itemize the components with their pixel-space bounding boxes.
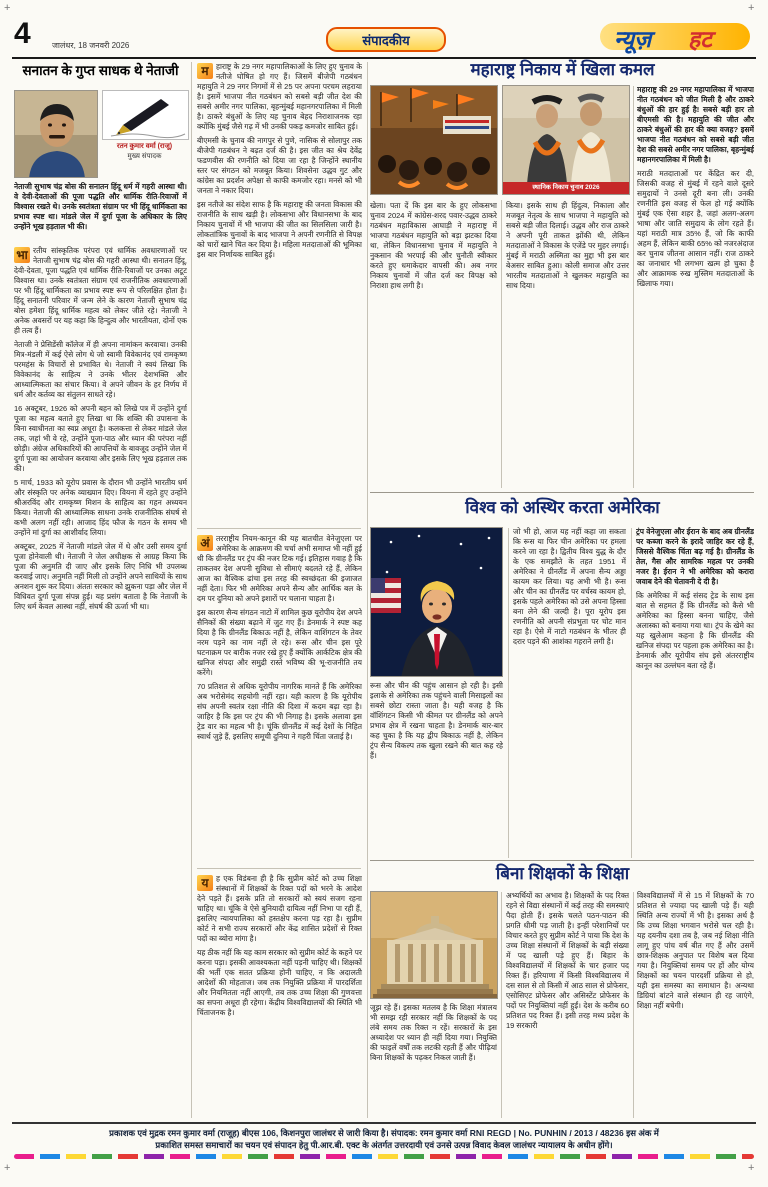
imprint-line-2: प्रकाशित समस्त समाचारों का चयन एवं संपादन हेतु पी.आर.बी. एक्ट के अंतर्गत उत्तरदायी एवं उनसे उत्पन्न विवाद केवल जालंधर न्यायालय के अधीन होंगे। <box>155 1140 613 1150</box>
fountain-pen-icon <box>102 90 189 140</box>
article-paragraph: बीएमसी के चुनाव की नागपुर से पुणे, नासिक से सोलापुर तक बीजेपी गठबंधन ने बढ़त दर्ज की है। इस जीत का श्रेय देवेंद्र फडणवीस की रणनीति को दिया जा रहा है जिन्होंने स्थानीय स्तर पर संगठन को मजबूत किया। शिवसेना उद्धव गुट और कांग्रेस का प्रदर्शन अपेक्षा से काफी कमजोर रहा। मनसे को भी जनता ने नकार दिया। <box>197 136 362 195</box>
article-paragraph: कि अमेरिका में कई संसद ट्रेड के साथ इस बात से सहमत हैं कि ग्रीनलैंड को कैसे भी अमेरिका का हिस्सा बनना चाहिए, जैसे अलास्का को बनाया गया था। ट्रंप के खेमे का यह खुलेआम कहना है कि ग्रीनलैंड की खनिज संपदा पर पहला हक अमेरिका का है। डेनमार्क और यूरोपीय संघ इसे अंतरराष्ट्रीय कानून का उल्लंघन बता रहे हैं। <box>636 591 754 670</box>
article-col-shiksha-1: जूझ रहे हैं। इसका मतलब है कि शिक्षा मंत्रालय भी समझ रही सरकार नहीं कि शिक्षकों के पद लंबे समय तक रिक्त न रहें। सरकारों के इस अध्यादेश पर ध्यान ही नहीं दिया गया। नियुक्ति की फाइलें वर्षों तक लटकी रहती हैं और पीढ़ियां बिना शिक्षकों के पढ़कर निकल जाती हैं। <box>370 1003 497 1062</box>
page-number: 4 <box>14 17 31 50</box>
column-divider <box>191 62 192 1118</box>
trump-photo <box>370 527 503 677</box>
drop-cap: अं <box>197 535 213 551</box>
article-col-america-3 <box>636 527 754 858</box>
article-paragraph: इस कारण सैन्य संगठन नाटो में शामिल कुछ यूरोपीय देश अपने सैनिकों की संख्या बढ़ाने में जुट गए हैं। डेनमार्क ने स्पष्ट कह दिया है कि ग्रीनलैंड बिकाऊ नहीं है, लेकिन वाशिंगटन के तेवर नरम पड़ने का नाम नहीं ले रहे। रूस और चीन इस पूरे घटनाक्रम पर बारीक नजर रखे हुए हैं क्योंकि आर्कटिक क्षेत्र की खनिज संपदा और समुद्री रास्ते भविष्य की भू-राजनीति तय करेंगे। <box>197 608 362 677</box>
registration-mark: + <box>748 1162 755 1174</box>
article-col-america-1: रूस और चीन की पहुंच आसान हो रही है। इसी इलाके से अमेरिका तक पहुंचने वाली मिसाइलों का सबसे छोटा रास्ता जाता है। यही वजह है कि वॉशिंगटन किसी भी कीमत पर ग्रीनलैंड को अपने प्रभाव क्षेत्र में रखना चाहता है। डेनमार्क बार-बार कह चुका है कि यह द्वीप बिकाऊ नहीं है, लेकिन ट्रंप सैन्य विकल्प तक खुला रखने की बात कह रहे हैं। <box>370 681 503 760</box>
article-col-shiksha-2: अभ्यर्थियों का अभाव है। शिक्षकों के पद रिक्त रहने से विद्या संस्थानों में कई तरह की समस्याएं पैदा होती हैं। इसके चलते पठन-पाठन की प्रगति धीमी पड़ जाती है। इन्हीं परेशानियों पर विचार करते हुए सुप्रीम कोर्ट ने पाया कि देश के उच्च शिक्षा संस्थानों में शिक्षकों के बड़ी संख्या में पद खाली पड़े हुए हैं। बिहार के विश्वविद्यालयों में शिक्षकों के चार हजार पद रिक्त हैं। हरियाणा में किसी विश्वविद्यालय में दस साल से तो किसी में आठ साल से प्रोफेसर, एसोसिएट प्रोफेसर और असिस्टेंट प्रोफेसर के पदों पर नियुक्तियां नहीं हुईं। देश के करीब 60 प्रतिशत पद रिक्त हैं। इसी तरह मध्य प्रदेश के 19 सरकारी <box>506 891 629 1030</box>
article-col-america-2: जो भी हो, आज यह नहीं कहा जा सकता कि रूस या फिर चीन अमेरिका पर हमला करने जा रहा है। द्वितीय विश्व युद्ध के दौर के एक समझौते के तहत 1951 में अमेरिका ने ग्रीनलैंड में अपना सैन्य अड्डा कायम कर लिया। यह अभी भी है। रूस और चीन का ग्रीनलैंड पर वर्चस्व कायम हो, इसके पहले अमेरिका को उसे अपना हिस्सा बना लेने की जल्दी है। पूरा यूरोप इस रणनीति को अपनी संप्रभुता पर चोट मान रहा है। ऐसे में नाटो गठबंधन के भीतर ही दरार पड़ने की आशंका गहराने लगी है। <box>513 527 626 646</box>
column-divider <box>508 528 509 858</box>
article-body-netaji <box>14 246 187 1118</box>
article-paragraph: य ह एक विडंबना ही है कि सुप्रीम कोर्ट को उच्च शिक्षा संस्थानों में शिक्षकों के रिक्त पदों को भरने के आदेश देने पड़ते हैं। इसके प्रति तो सरकारों को स्वयं सजग रहना चाहिए था। चूंकि वे ऐसे बुनियादी दायित्व नहीं निभा पा रही हैं, इसलिए न्यायपालिका को हस्तक्षेप करना पड़ रहा है। सुप्रीम कोर्ट ने सभी राज्य सरकारों और केंद्र शासित प्रदेशों से रिक्त पदों का ब्योरा मांगा है। <box>197 874 362 943</box>
article-lead: नेताजी सुभाष चंद्र बोस की सनातन हिंदू धर्म में गहरी आस्था थी। वे देवी-देवताओं की पूजा पद्धति और धार्मिक रीति-रिवाजों में विश्वास रखते थे। उनके स्वतंत्रता संग्राम पर भी हिंदू धार्मिकता का प्रभाव स्पष्ट था। मांडले जेल में दुर्गा पूजा के अधिकार के लिए उन्होंने भूख हड़ताल भी की। <box>14 182 187 231</box>
imprint-line-1: प्रकाशक एवं मुद्रक रमन कुमार वर्मा (राजूह) बीएस 106, किशनपुरा जालंधर से जारी किया है। संपादक: रमन कुमार वर्मा RNI REGD | No. PUNHIN / 2013 / 48236 इस अंक में <box>109 1128 659 1138</box>
article-paragraph: अक्टूबर, 2025 में नेताजी मांडले जेल में थे और उसी समय दुर्गा पूजा होनेवाली थी। नेताजी ने जेल अधीक्षक से आग्रह किया कि पूजा की अनुमति दी जाए और इसके लिए निधि भी उपलब्ध करवाई जाए। अनुमति नहीं मिली तो उन्होंने अपने साथियों के साथ अनशन शुरू कर दिया। अंततः सरकार को झुकना पड़ा और जेल में विधिवत दुर्गा पूजा संपन्न हुई। यह प्रसंग बताता है कि नेताजी के लिए धर्म केवल आस्था नहीं, संघर्ष की ऊर्जा भी था। <box>14 542 187 611</box>
article-paragraph: अं तरराष्ट्रीय नियम-कानून की यह बातचीत वेनेजुएला पर अमेरिका के आक्रमण की चर्चा अभी समाप्त भी नहीं हुई थी कि ग्रीनलैंड पर ट्रंप की नजर टिक गई। इतिहास गवाह है कि ताकतवर देश अपनी सुविधा से सीमाएं बदलते रहे हैं, लेकिन आज का वैश्विक ढांचा इस तरह की स्वच्छंदता की इजाजत नहीं देता। फिर भी अमेरिका अपने सैन्य और आर्थिक बल के दम पर दुनिया को अपने इशारों पर चलाना चाहता है। <box>197 534 362 603</box>
section-separator <box>370 860 754 861</box>
article-paragraph: 70 प्रतिशत से अधिक यूरोपीय नागरिक मानते हैं कि अमेरिका अब भरोसेमंद सहयोगी नहीं रहा। यही कारण है कि यूरोपीय संघ अपनी स्वतंत्र रक्षा नीति की दिशा में कदम बढ़ा रहा है। जाहिर है कि इस पर ट्रंप की भी निगाह है। इसके अलावा इस ट्रेड वार का महत्व भी है। चूंकि ग्रीनलैंड में कई देशों के निहित स्वार्थ जुड़े हैं, इसलिए समूची दुनिया ने गहरी चिंता जताई है। <box>197 682 362 741</box>
section-separator <box>197 528 361 529</box>
article-paragraph: मराठी मतदाताओं पर केंद्रित कर दी, जिसकी वजह से मुंबई में रहने वाले दूसरे समुदायों ने उनसे दूरी बना ली। उनकी रणनीति इस वजह से फेल हो गई क्योंकि मुंबई एक ऐसा शहर है, जहां अलग-अलग भाषा और जाति समुदाय के लोग रहते हैं। यहां मराठी मात्र 35% हैं, जो कि काफी अहम हैं, लेकिन बाकी 65% को नजरअंदाज कर चुनाव जीतना आसान नहीं। राज ठाकरे का जनाधार भी लगभग खत्म हो चुका है और आक्रामक रुख मुस्लिम मतदाताओं के खिलाफ गया। <box>637 169 754 288</box>
footer-rule <box>12 1122 756 1124</box>
registration-mark: + <box>4 1162 11 1174</box>
column-divider <box>367 62 368 1118</box>
article-col-maharashtra-1: खेला। पता दें कि इस बार के हुए लोकसभा चुनाव 2024 में कांग्रेस-शरद पवार-उद्धव ठाकरे गठबंधन महाविकास आघाड़ी ने महाराष्ट्र में भाजपा गठबंधन महायुति को बड़ा झटका दिया था, लेकिन विधानसभा चुनाव में महायुति ने नुकसान की भरपाई की और चुनौती स्वीकार करते हुए धमाकेदार वापसी की। अब नगर निकाय चुनावों में जीत दर्ज कर विपक्ष को निराशा हाथ लगी है। <box>370 201 497 290</box>
article-paragraph: म हाराष्ट्र के 29 नगर महापालिकाओं के लिए हुए चुनाव के नतीजे घोषित हो गए हैं। जिसमें बीजेपी गठबंधन महायुति ने 29 नगर निगमों में से 25 पर अपना परचम लहराया है। इसमें भाजपा नीत गठबंधन को सबसे बड़ी जीत देश की सबसे अमीर नगर पालिका, बृहन्मुंबई महानगरपालिका में मिली है। ठाकरे बंधुओं के लिए यह चुनाव बेहद निराशाजनक रहा क्योंकि मुंबई जैसे गढ़ में भी उनकी पकड़ कमजोर साबित हुई। <box>197 62 362 131</box>
drop-cap: य <box>197 875 213 891</box>
photo-caption: स्थानिक निकाय चुनाव 2026 <box>503 182 629 194</box>
article-body-vidambana <box>197 874 362 1118</box>
article-body-mahapalika <box>197 62 362 522</box>
headline-netaji: सनातन के गुप्त साधक थे नेताजी <box>22 63 179 78</box>
column-divider <box>501 892 502 1118</box>
article-paragraph: 5 मार्च, 1933 को यूरोप प्रवास के दौरान भी उन्होंने भारतीय धर्म और संस्कृति पर अनेक व्याख्यान दिए। वियना में रहते हुए उन्होंने श्रीअरविंद और रामकृष्ण मिशन के साहित्य का गहन अध्ययन किया। नेताजी की आध्यात्मिक साधना उनके राजनीतिक संघर्ष से कभी अलग नहीं रही। आजाद हिंद फौज के गठन के समय भी उन्होंने मां दुर्गा का आशीर्वाद लिया। <box>14 478 187 537</box>
election-rally-photo <box>370 85 498 195</box>
registration-mark: + <box>748 2 755 14</box>
section-separator <box>197 868 361 869</box>
editor-portrait-photo <box>14 90 98 178</box>
article-body-antarrashtriya <box>197 534 362 862</box>
section-badge: संपादकीय <box>326 27 446 52</box>
article-paragraph: यह ठीक नहीं कि यह काम सरकार को सुप्रीम कोर्ट के कहने पर करना पड़ा। इसकी आवश्यकता नहीं पड़नी चाहिए थी। शिक्षकों की भर्ती एक सतत प्रक्रिया होनी चाहिए, न कि अदालती आदेशों की मोहताज। जब तक नियुक्ति प्रक्रिया में पारदर्शिता और नियमितता नहीं आएगी, तब तक उच्च शिक्षा की गुणवत्ता का सपना अधूरा ही रहेगा। केंद्रीय विश्वविद्यालयों की स्थिति भी चिंताजनक है। <box>197 948 362 1017</box>
newspaper-logo <box>596 18 754 54</box>
logo-text-news: न्यूज़ <box>614 26 652 52</box>
drop-cap: भा <box>14 247 30 263</box>
color-dash-border <box>14 1154 754 1159</box>
headline-america: विश्व को अस्थिर करता अमेरिका <box>465 498 660 517</box>
column-divider <box>501 200 502 488</box>
article-paragraph: 16 अक्टूबर, 1926 को अपनी बहन को लिखे पत्र में उन्होंने दुर्गा पूजा का महत्व बताते हुए लिखा था कि शक्ति की उपासना के बिना स्वाधीनता का स्वप्न अधूरा है। कलकत्ता से लेकर मांडले जेल तक, जहां भी वे रहे, उन्होंने पूजा-पाठ और ध्यान की परंपरा नहीं छोड़ी। अंग्रेज अधिकारियों की आपत्तियों के बावजूद उन्होंने जेल में दुर्गा पूजा का आयोजन करवाया और इसके लिए भूख हड़ताल तक की। <box>14 404 187 473</box>
column-divider <box>633 892 634 1118</box>
article-col-maharashtra-right <box>637 85 754 487</box>
logo-text-hut: हट <box>688 26 712 52</box>
header-rule <box>12 57 756 59</box>
supreme-court-photo <box>370 891 498 999</box>
author-name: रतन कुमार वर्मा (राजू) <box>116 143 173 150</box>
article-col-maharashtra-2: किया। इसके साथ ही हिंदुत्व, निकाला और मजबूत नेतृत्व के साथ भाजपा ने महायुति को सबसे बड़ी जीत दिलाई। उद्धव और राज ठाकरे ने अपनी पूरी ताकत झोंकी थी, लेकिन मतदाताओं ने विकास के एजेंडे पर मुहर लगाई। मुंबई में मराठी अस्मिता का मुद्दा भी इस बार बेअसर साबित हुआ। कोली समाज और उत्तर भारतीय मतदाताओं ने खुलकर महायुति का साथ दिया। <box>506 201 629 290</box>
registration-mark: + <box>4 2 11 14</box>
drop-cap: म <box>197 63 213 79</box>
headline-shiksha: बिना शिक्षकों के शिक्षा <box>495 864 630 883</box>
headline-maharashtra: महाराष्ट्र निकाय में खिला कमल <box>470 60 655 79</box>
leaders-garland-photo <box>502 85 630 195</box>
article-paragraph: नेताजी ने प्रेसिडेंसी कॉलेज में ही अपना नामांकन करवाया। उनकी मित्र-मंडली में कई ऐसे लोग थे जो स्वामी विवेकानंद एवं रामकृष्ण परमहंस के विचारों से प्रभावित थे। नेताजी ने स्वयं लिखा कि विवेकानंद के साहित्य ने उनके भीतर देशभक्ति और आध्यात्मिकता का संचार किया। वे अपने जीवन के हर निर्णय में धर्म और कर्तव्य का संतुलन साधते रहे। <box>14 340 187 399</box>
article-paragraph: महाराष्ट्र की 29 नगर महापालिका में भाजपा नीत गठबंधन को जीत मिली है और ठाकरे बंधुओं की हार हुई है! सबसे बड़ी हार तो बीएमसी की है। महायुति की जीत और ठाकरे बंधुओं की हार की क्या वजह? इसमें भाजपा नीत गठबंधन को सबसे बड़ी जीत देश की सबसे अमीर नगर पालिका, बृहन्मुंबई महानगरपालिका में मिली है। <box>637 85 754 164</box>
dateline: जालंधर, 18 जनवरी 2026 <box>52 41 130 50</box>
section-separator <box>370 492 754 493</box>
column-divider <box>633 86 634 488</box>
author-role: मुख्य संपादक <box>127 153 162 160</box>
column-divider <box>631 528 632 858</box>
article-col-shiksha-3: विश्वविद्यालयों में से 15 में शिक्षकों के 70 प्रतिशत से ज्यादा पद खाली पड़े हैं। यही स्थिति अन्य राज्यों में भी है। इसका अर्थ है कि उच्च शिक्षा भगवान भरोसे चल रही है। यह दयनीय दशा तब है, जब नई शिक्षा नीति लागू हुए पांच वर्ष बीत गए हैं और उसमें छात्र-शिक्षक अनुपात पर विशेष बल दिया गया है। नियुक्तियां समय पर हों और योग्य शिक्षकों का चयन पारदर्शी प्रक्रिया से हो, यही इस समस्या का समाधान है। अन्यथा डिग्रियां बांटने वाले संस्थान ही रह जाएंगे, शिक्षा नहीं बचेगी। <box>637 891 754 1010</box>
article-paragraph: भा रतीय सांस्कृतिक परंपरा एवं धार्मिक अवधारणाओं पर नेताजी सुभाष चंद्र बोस की गहरी आस्था थी। सनातन हिंदू, देवी-देवता, पूजा पद्धति एवं धार्मिक रीति-रिवाजों पर उनका अटूट विश्वास था। उनके स्वतंत्रता संग्राम एवं राजनीतिक अवधारणाओं पर भी हिंदू धार्मिकता का प्रभाव स्पष्ट रूप से परिलक्षित होता है। हिंदू सनातनी परिवार में जन्म लेने के कारण नेताजी सुभाष चंद्र बोस हमेशा हिंदू धार्मिक महत्व को लेकर जीते रहे। नेताजी ने अनेक अवसरों पर यह कहा कि हिन्दुत्व और भारतीयता, दोनों एक ही तत्व हैं। <box>14 246 187 335</box>
article-paragraph: ट्रंप वेनेजुएला और ईरान के बाद अब ग्रीनलैंड पर कब्जा करने के इरादे जाहिर कर रहे हैं, जिससे वैश्विक चिंता बढ़ गई है। ग्रीनलैंड के तेल, गैस और सामरिक महत्व पर उनकी नजर है। ईरान ने भी अमेरिका को करारा जवाब देने की चेतावनी दे दी है। <box>636 527 754 586</box>
article-paragraph: इस नतीजे का संदेश साफ है कि महाराष्ट्र की जनता विकास की राजनीति के साथ खड़ी है। लोकसभा और विधानसभा के बाद निकाय चुनावों में भी भाजपा की जीत का सिलसिला जारी है। लोकतांत्रिक चुनावों के बाद भाजपा ने अपनी रणनीति से विपक्ष को चारों खाने चित कर दिया है। महिला मतदाताओं की भूमिका इस बार निर्णायक साबित हुई। <box>197 200 362 259</box>
